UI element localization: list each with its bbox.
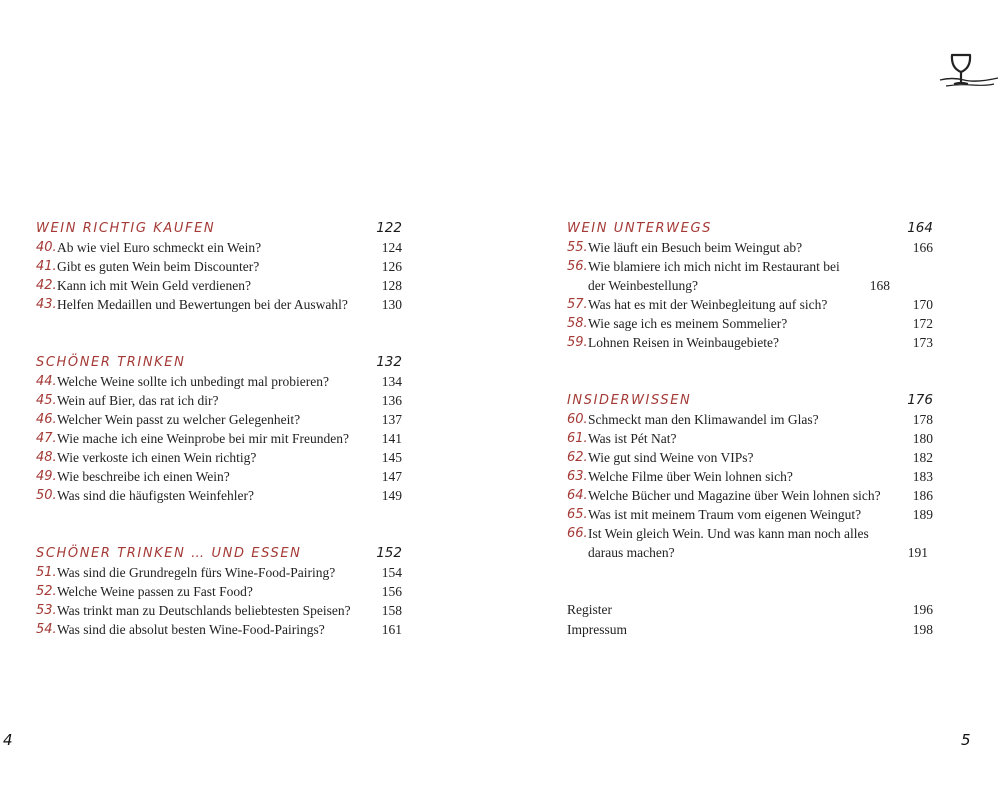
toc-entry[interactable]	[36, 563, 402, 582]
entry-title: Wie mache ich eine Weinprobe bei mir mit Freunden?	[57, 431, 350, 446]
entry-number: 61.	[567, 431, 588, 446]
section-page-number: 176	[907, 392, 933, 408]
entry-title: Wie blamiere ich mich nicht im Restaurant bei der Weinbestellung?	[588, 259, 840, 293]
entry-number: 50.	[36, 488, 57, 503]
toc-section	[36, 218, 402, 314]
entry-title: Wie läuft ein Besuch beim Weingut ab?	[588, 240, 803, 255]
entry-title: Was trinkt man zu Deutschlands beliebtesten Speisen?	[57, 603, 351, 618]
wine-glass-icon	[938, 50, 1000, 94]
entry-title: Wie verkoste ich einen Wein richtig?	[57, 450, 257, 465]
entry-page-number: 170	[912, 297, 933, 312]
entry-title: Wie gut sind Weine von VIPs?	[588, 450, 754, 465]
entry-number: 41.	[36, 259, 57, 274]
section-heading	[36, 543, 402, 563]
section-page-number: 164	[907, 220, 933, 236]
appendix-page-number: 196	[912, 602, 933, 617]
entry-page-number: 182	[912, 450, 933, 465]
entry-number: 49.	[36, 469, 57, 484]
toc-entry[interactable]	[36, 372, 402, 391]
entry-page-number: 172	[912, 316, 933, 331]
toc-entry[interactable]	[36, 391, 402, 410]
section-title: SCHÖNER TRINKEN	[36, 355, 186, 370]
entry-title: Schmeckt man den Klimawandel im Glas?	[588, 412, 819, 427]
entry-title: Gibt es guten Wein beim Discounter?	[57, 259, 260, 274]
section-heading	[36, 352, 402, 372]
toc-section	[36, 543, 402, 639]
entry-page-number: 180	[912, 431, 933, 446]
entry-title: Was sind die häufigsten Weinfehler?	[57, 488, 255, 503]
entry-title: Ab wie viel Euro schmeckt ein Wein?	[57, 240, 262, 255]
entry-page-number: 134	[381, 374, 402, 389]
entry-number: 63.	[567, 469, 588, 484]
entry-page-number: 158	[381, 603, 402, 618]
entry-number: 51.	[36, 565, 57, 580]
toc-entry[interactable]	[36, 448, 402, 467]
toc-entry[interactable]	[567, 486, 933, 505]
toc-entry[interactable]	[36, 276, 402, 295]
toc-entry[interactable]	[36, 238, 402, 257]
entry-title: Was hat es mit der Weinbegleitung auf sich?	[588, 297, 828, 312]
toc-entry[interactable]	[36, 601, 402, 620]
entry-number: 53.	[36, 603, 57, 618]
entry-page-number: 178	[912, 412, 933, 427]
toc-entry[interactable]	[36, 620, 402, 639]
toc-entry[interactable]	[567, 505, 933, 524]
page-number-right: 5	[961, 731, 971, 749]
toc-entry[interactable]	[567, 448, 933, 467]
entry-page-number: 126	[381, 259, 402, 274]
entry-number: 56.	[567, 259, 588, 274]
entry-title: Ist Wein gleich Wein. Und was kann man noch alles daraus machen?	[588, 526, 869, 560]
toc-entry[interactable]	[36, 429, 402, 448]
entry-title: Was ist mit meinem Traum vom eigenen Weingut?	[588, 507, 862, 522]
entry-number: 55.	[567, 240, 588, 255]
entry-number: 57.	[567, 297, 588, 312]
entry-title: Welcher Wein passt zu welcher Gelegenheit?	[57, 412, 301, 427]
entry-number: 48.	[36, 450, 57, 465]
entry-number: 59.	[567, 335, 588, 350]
toc-entry[interactable]	[567, 257, 933, 295]
toc-entry[interactable]	[36, 410, 402, 429]
toc-right-column	[567, 218, 933, 640]
entry-page-number: 154	[381, 565, 402, 580]
toc-entry[interactable]	[36, 486, 402, 505]
section-title: SCHÖNER TRINKEN … UND ESSEN	[36, 546, 302, 561]
entry-title: Welche Weine sollte ich unbedingt mal probieren?	[57, 374, 329, 389]
entry-page-number: 147	[381, 469, 402, 484]
toc-entry[interactable]	[567, 467, 933, 486]
entry-title: Was ist Pét Nat?	[588, 431, 677, 446]
entry-title: Welche Weine passen zu Fast Food?	[57, 584, 253, 599]
appendix-entry[interactable]	[567, 620, 933, 640]
entry-number: 44.	[36, 374, 57, 389]
entry-number: 64.	[567, 488, 588, 503]
toc-entry[interactable]	[567, 410, 933, 429]
entry-number: 62.	[567, 450, 588, 465]
entry-page-number: 189	[912, 507, 933, 522]
section-page-number: 122	[376, 220, 402, 236]
entry-page-number: 145	[381, 450, 402, 465]
entry-page-number: 161	[381, 622, 402, 637]
toc-entry[interactable]	[567, 333, 933, 352]
appendix-list	[567, 600, 933, 640]
toc-left-column	[36, 218, 402, 639]
entry-number: 65.	[567, 507, 588, 522]
section-title: WEIN RICHTIG KAUFEN	[36, 221, 216, 236]
entry-page-number: 128	[381, 278, 402, 293]
entry-title: Was sind die Grundregeln fürs Wine-Food-Pairing?	[57, 565, 336, 580]
entry-title: Helfen Medaillen und Bewertungen bei der Auswahl?	[57, 297, 348, 312]
entry-title: Lohnen Reisen in Weinbaugebiete?	[588, 335, 779, 350]
toc-entry[interactable]	[567, 238, 933, 257]
entry-page-number: 141	[381, 431, 402, 446]
entry-page-number: 130	[381, 297, 402, 312]
entry-title: Wein auf Bier, das rat ich dir?	[57, 393, 219, 408]
entry-page-number: 183	[912, 469, 933, 484]
appendix-title: Impressum	[567, 622, 627, 637]
toc-entry[interactable]	[36, 257, 402, 276]
entry-number: 60.	[567, 412, 588, 427]
entry-number: 52.	[36, 584, 57, 599]
entry-number: 43.	[36, 297, 57, 312]
entry-number: 58.	[567, 316, 588, 331]
appendix-page-number: 198	[912, 622, 933, 637]
toc-entry[interactable]	[567, 314, 933, 333]
toc-entry[interactable]	[567, 429, 933, 448]
toc-entry[interactable]	[567, 524, 933, 562]
entry-page-number: 136	[381, 393, 402, 408]
section-page-number: 152	[376, 545, 402, 561]
entry-number: 42.	[36, 278, 57, 293]
entry-page-number: 191	[907, 545, 928, 560]
section-heading	[567, 218, 933, 238]
toc-section	[567, 218, 933, 352]
toc-section	[36, 352, 402, 505]
entry-page-number: 166	[912, 240, 933, 255]
entry-page-number: 137	[381, 412, 402, 427]
entry-title: Was sind die absolut besten Wine-Food-Pairings?	[57, 622, 325, 637]
entry-number: 47.	[36, 431, 57, 446]
toc-entry[interactable]	[36, 582, 402, 601]
entry-title: Welche Bücher und Magazine über Wein lohnen sich?	[588, 488, 881, 503]
entry-title: Wie beschreibe ich einen Wein?	[57, 469, 230, 484]
entry-page-number: 156	[381, 584, 402, 599]
entry-page-number: 124	[381, 240, 402, 255]
toc-entry[interactable]	[36, 467, 402, 486]
entry-page-number: 168	[869, 278, 890, 293]
toc-section	[567, 390, 933, 562]
appendix-title: Register	[567, 602, 612, 617]
entry-number: 40.	[36, 240, 57, 255]
entry-title: Wie sage ich es meinem Sommelier?	[588, 316, 788, 331]
toc-entry[interactable]	[36, 295, 402, 314]
entry-page-number: 186	[912, 488, 933, 503]
toc-entry[interactable]	[567, 295, 933, 314]
page-number-left: 4	[3, 731, 13, 749]
section-heading	[36, 218, 402, 238]
entry-number: 54.	[36, 622, 57, 637]
entry-page-number: 173	[912, 335, 933, 350]
entry-number: 45.	[36, 393, 57, 408]
section-page-number: 132	[376, 354, 402, 370]
entry-title: Welche Filme über Wein lohnen sich?	[588, 469, 793, 484]
entry-number: 46.	[36, 412, 57, 427]
section-title: WEIN UNTERWEGS	[567, 221, 712, 236]
section-heading	[567, 390, 933, 410]
entry-page-number: 149	[381, 488, 402, 503]
entry-title: Kann ich mit Wein Geld verdienen?	[57, 278, 251, 293]
entry-number: 66.	[567, 526, 588, 541]
appendix-entry[interactable]	[567, 600, 933, 620]
section-title: INSIDERWISSEN	[567, 393, 692, 408]
